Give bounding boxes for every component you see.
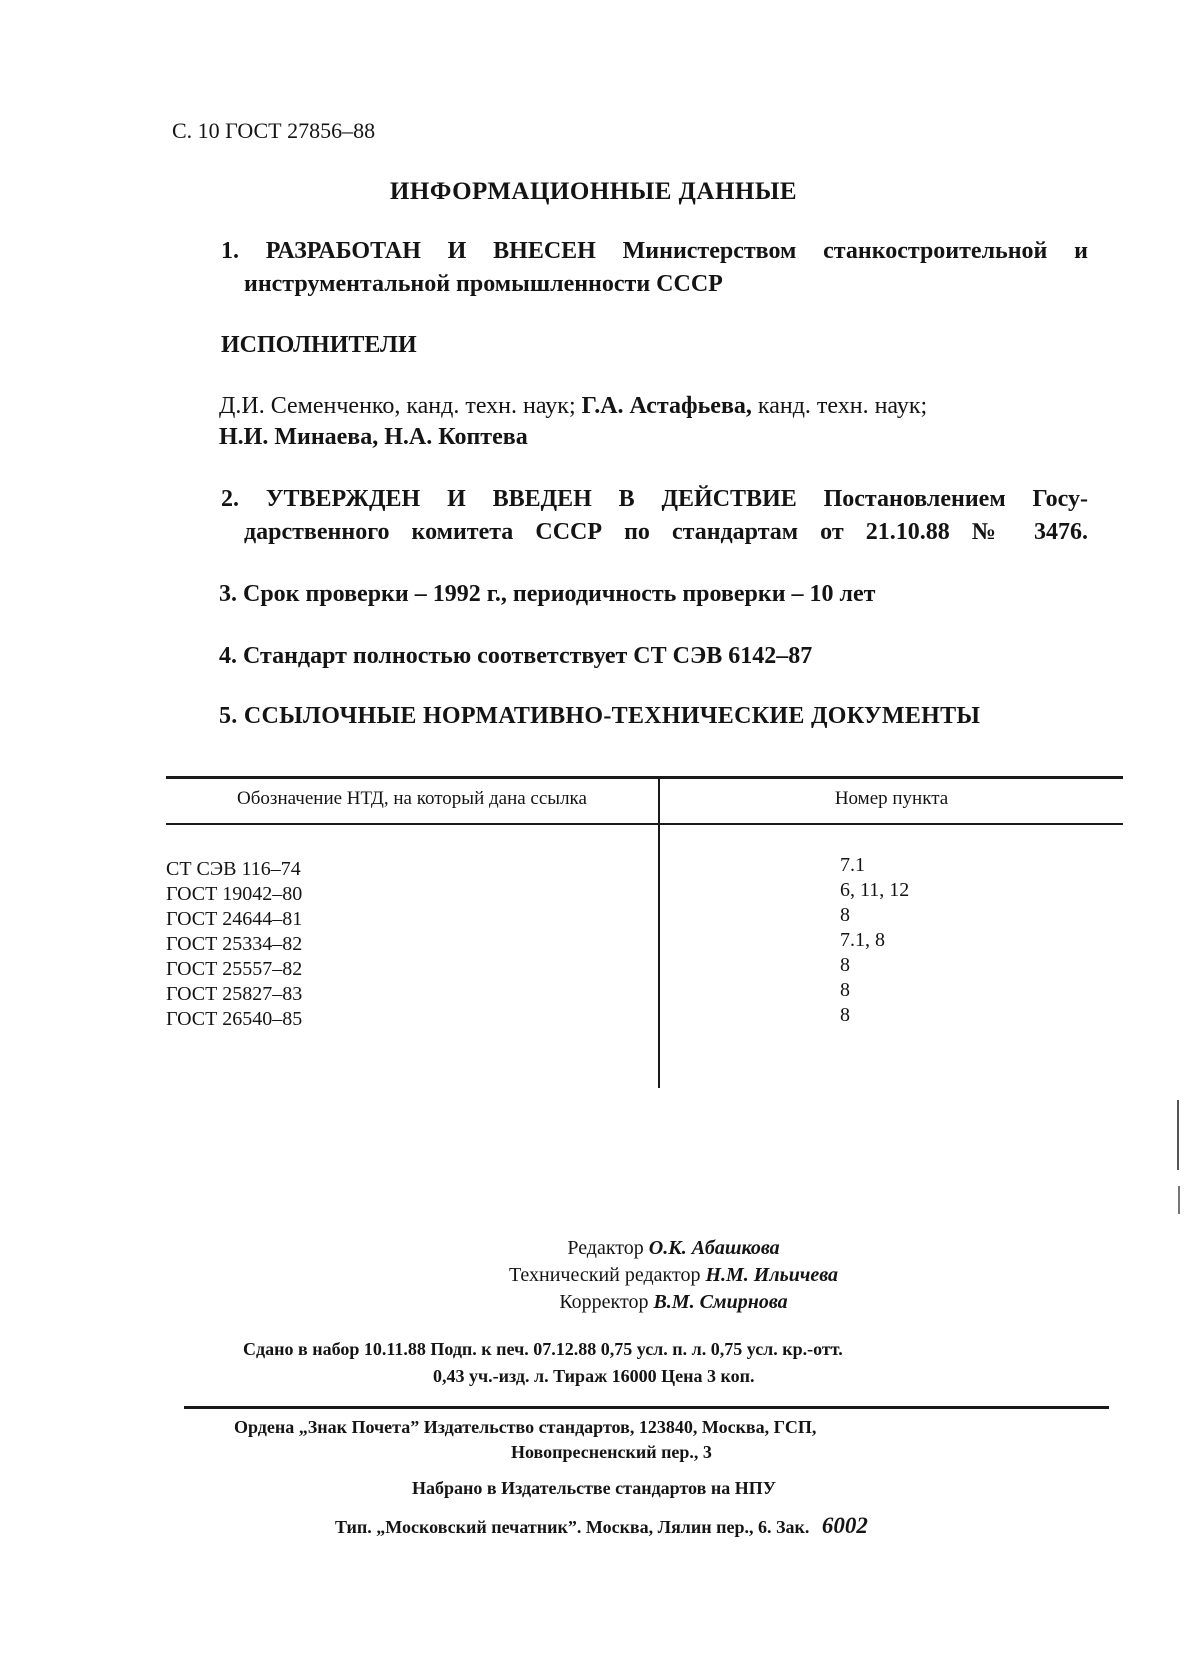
section-1-line-1	[221, 238, 1088, 265]
section-1-line-2: инструментальной промышленности СССР	[244, 271, 723, 297]
table-cell-document: ГОСТ 26540–85	[166, 1008, 303, 1030]
page-title: ИНФОРМАЦИОННЫЕ ДАННЫЕ	[389, 178, 798, 205]
imprint-line-2: 0,43 уч.-изд. л. Тираж 16000 Цена 3 коп.	[433, 1366, 755, 1386]
table-cell-item: 6, 11, 12	[840, 879, 910, 901]
table-cell-item: 8	[840, 904, 850, 926]
section-1-lead: 1. РАЗРАБОТАН И ВНЕСЕН	[221, 238, 596, 264]
table-cell-document: СТ СЭВ 116–74	[166, 858, 301, 880]
section-3: 3. Срок проверки – 1992 г., периодичность проверки – 10 лет	[219, 581, 876, 607]
section-2-lead: 2. УТВЕРЖДЕН И ВВЕДЕН В ДЕЙСТВИЕ	[221, 486, 797, 512]
table-header-document: Обозначение НТД, на который дана ссылка	[237, 788, 587, 809]
section-2-line-2: дарственного комитета СССР по стандартам от 21.10.88 № 3476.	[244, 519, 1088, 545]
publisher-line-1: Ордена „Знак Почета” Издательство стандартов, 123840, Москва, ГСП,	[234, 1417, 817, 1437]
section-2-text: Постановлением Госу-	[823, 486, 1089, 512]
table-header-rule	[166, 823, 1123, 825]
performer-1: Д.И. Семенченко, канд. техн. наук;	[219, 393, 576, 419]
section-4: 4. Стандарт полностью соответствует СТ СЭВ 6142–87	[219, 643, 813, 669]
table-cell-document: ГОСТ 25557–82	[166, 958, 303, 980]
corrector-name: В.М. Смирнова	[653, 1291, 788, 1313]
editor-label: Редактор	[567, 1237, 644, 1259]
section-5: 5. ССЫЛОЧНЫЕ НОРМАТИВНО-ТЕХНИЧЕСКИЕ ДОКУМЕНТЫ	[219, 703, 981, 729]
table-cell-document: ГОСТ 19042–80	[166, 883, 303, 905]
section-1-text: Министерством станкостроительной и	[622, 238, 1088, 264]
publisher-line-2: Новопресненский пер., 3	[511, 1442, 712, 1462]
table-column-divider	[658, 778, 660, 1088]
tech-editor-label: Технический редактор	[508, 1264, 701, 1286]
performers-heading: ИСПОЛНИТЕЛИ	[221, 332, 417, 358]
table-cell-document: ГОСТ 25827–83	[166, 983, 303, 1005]
editor-name: О.К. Абашкова	[648, 1237, 780, 1259]
section-2-line-1	[221, 486, 1088, 513]
corrector-label: Корректор	[559, 1291, 649, 1313]
performer-2-degree: канд. техн. наук;	[757, 393, 928, 419]
tech-editor-name: Н.М. Ильичева	[705, 1264, 839, 1286]
table-cell-item: 7.1, 8	[840, 929, 885, 951]
table-cell-item: 7.1	[840, 854, 865, 876]
order-number: 6002	[821, 1513, 868, 1538]
table-cell-document: ГОСТ 25334–82	[166, 933, 303, 955]
table-cell-document: ГОСТ 24644–81	[166, 908, 303, 930]
page-reference: С. 10 ГОСТ 27856–88	[172, 118, 376, 143]
table-header-item: Номер пункта	[834, 788, 949, 809]
credit-editor	[0, 1237, 1187, 1260]
table-cell-item: 8	[840, 1004, 850, 1026]
scan-edge-mark	[1178, 1186, 1180, 1214]
performers-line-1	[219, 393, 927, 420]
performer-2-name: Г.А. Астафьева,	[581, 393, 752, 419]
imprint-line-1: Сдано в набор 10.11.88 Подп. к печ. 07.12.88 0,75 усл. п. л. 0,75 усл. кр.-отт.	[243, 1339, 843, 1359]
credit-tech-editor	[0, 1264, 1187, 1287]
table-top-rule	[166, 776, 1123, 779]
performers-line-2: Н.И. Минаева, Н.А. Коптева	[219, 424, 528, 450]
printer-address: Тип. „Московский печатник”. Москва, Лялин пер., 6. Зак.	[335, 1517, 810, 1537]
imprint-divider	[184, 1406, 1109, 1409]
scan-edge-mark	[1177, 1100, 1179, 1170]
publisher-line-3: Набрано в Издательстве стандартов на НПУ	[412, 1478, 776, 1498]
table-cell-item: 8	[840, 979, 850, 1001]
table-cell-item: 8	[840, 954, 850, 976]
publisher-line-4	[335, 1513, 868, 1539]
credit-corrector	[0, 1291, 1187, 1314]
